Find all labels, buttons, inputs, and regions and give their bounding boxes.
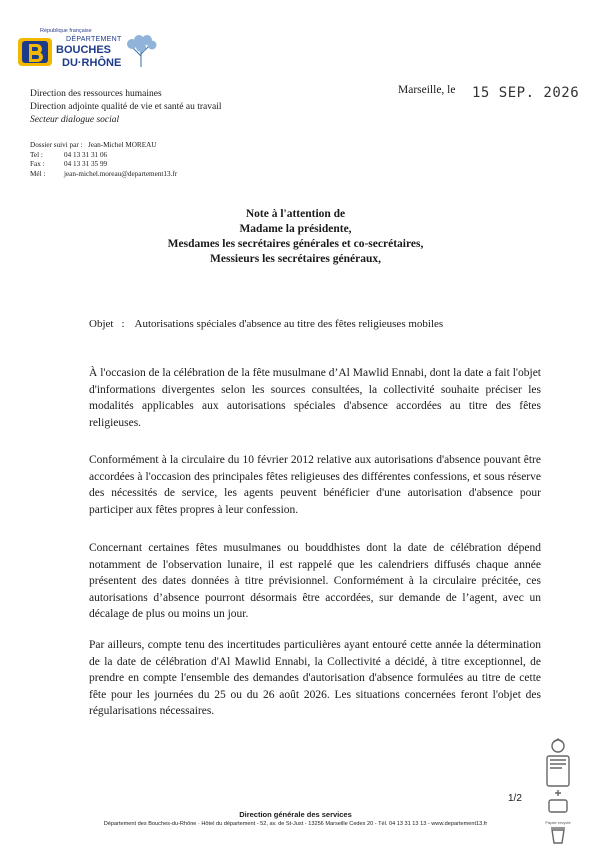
subject-line [89,318,443,330]
sender-block [30,88,222,127]
page-number: 1/2 [508,793,522,804]
footer [0,810,591,827]
title-line-3: Mesdames les secrétaires générales et co-secrétaires, [167,238,424,250]
recycle-icon [538,736,578,844]
note-title [0,207,591,267]
sender-direction: Direction des ressources humaines [30,89,162,99]
department-logo [18,28,158,72]
tel-value: 04 13 31 31 06 [64,150,108,159]
footer-address: Département des Bouches-du-Rhône · Hôtel du département - 52, av. de St-Just - 13256 Marseille Cedex 20 - Tél. 04 13 31 13 13 - www.departement13.fr [103,821,488,827]
subject-value: Autorisations spéciales d'absence au titre des fêtes religieuses mobiles [134,318,444,330]
rhone-label: DU·RHÔNE [62,57,122,69]
fax-value: 04 13 31 35 99 [64,160,108,169]
recycle-label: Papier recyclé [545,820,571,825]
paragraph-4: Par ailleurs, compte tenu des incertitudes particulières ayant entouré cette année la détermination de la date de célébration d'Al Mawlid Ennabi, la Collectivité a décidé, à titre exceptionnel, de prendre en compte l'ensemble des demandes d'autorisation d'absence formulées au titre de cette fête pour les journées du 25 ou du 26 août 2026. Les situations concernées feront l'objet des régularisations nécessaires. [89,639,541,718]
followed-label: Dossier suivi par : [30,141,83,149]
mel-value[interactable]: jean-michel.moreau@departement13.fr [64,169,178,178]
bouches-label: BOUCHES [56,44,112,56]
subject-separator: : [121,318,125,330]
title-line-4: Messieurs les secrétaires généraux, [210,253,381,265]
tel-label: Tel : [30,150,43,159]
title-line-2: Madame la présidente, [239,223,352,235]
republique-label: République française [40,28,92,34]
tree-icon [124,34,158,68]
sender-sector: Secteur dialogue social [30,115,120,125]
subject-label: Objet [89,318,114,330]
followed-value: Jean-Michel MOREAU [88,141,157,149]
recycled-paper-badge [538,736,578,844]
b-mark-icon [18,36,52,68]
sender-subdirection: Direction adjointe qualité de vie et santé au travail [30,102,222,112]
date-place: Marseille, le [398,84,456,96]
title-line-1: Note à l'attention de [245,208,346,220]
mel-label: Mél : [30,169,46,178]
contact-block [30,141,177,179]
paragraph-3: Concernant certaines fêtes musulmanes ou bouddhistes dont la date de célébration dépend notamment de l'observation lunaire, il est rappelé que les calendriers diffusés chaque année présentent des dates données à titre prévisionnel. Conformément à la circulaire précitée, ces autorisations d’absence pourront désormais être accordées, sur demande de l’agent, avec un décalage de plus ou moins un jour. [89,542,541,621]
paragraph-1: À l'occasion de la célébration de la fête musulmane d’Al Mawlid Ennabi, dont la date a fait l'objet d'informations divergentes selon les sources consultées, la collectivité souhaite préciser les modalités applicables aux autorisations spéciales d'absence accordées au titre des fêtes religieuses. [89,367,541,429]
paragraph-2: Conformément à la circulaire du 10 février 2012 relative aux autorisations d'absence pouvant être accordées à l'occasion des principales fêtes religieuses des différentes confessions, et sous réserve des nécessités de service, les agents peuvent bénéficier d'une autorisation d'absence pour participer aux fêtes propres à leur confession. [89,454,541,516]
date-stamp: 15 SEP. 2026 [472,85,580,101]
footer-title: Direction générale des services [239,810,352,819]
fax-label: Fax : [30,160,45,169]
date-block [398,84,580,101]
departement-label: DÉPARTEMENT [66,36,122,43]
